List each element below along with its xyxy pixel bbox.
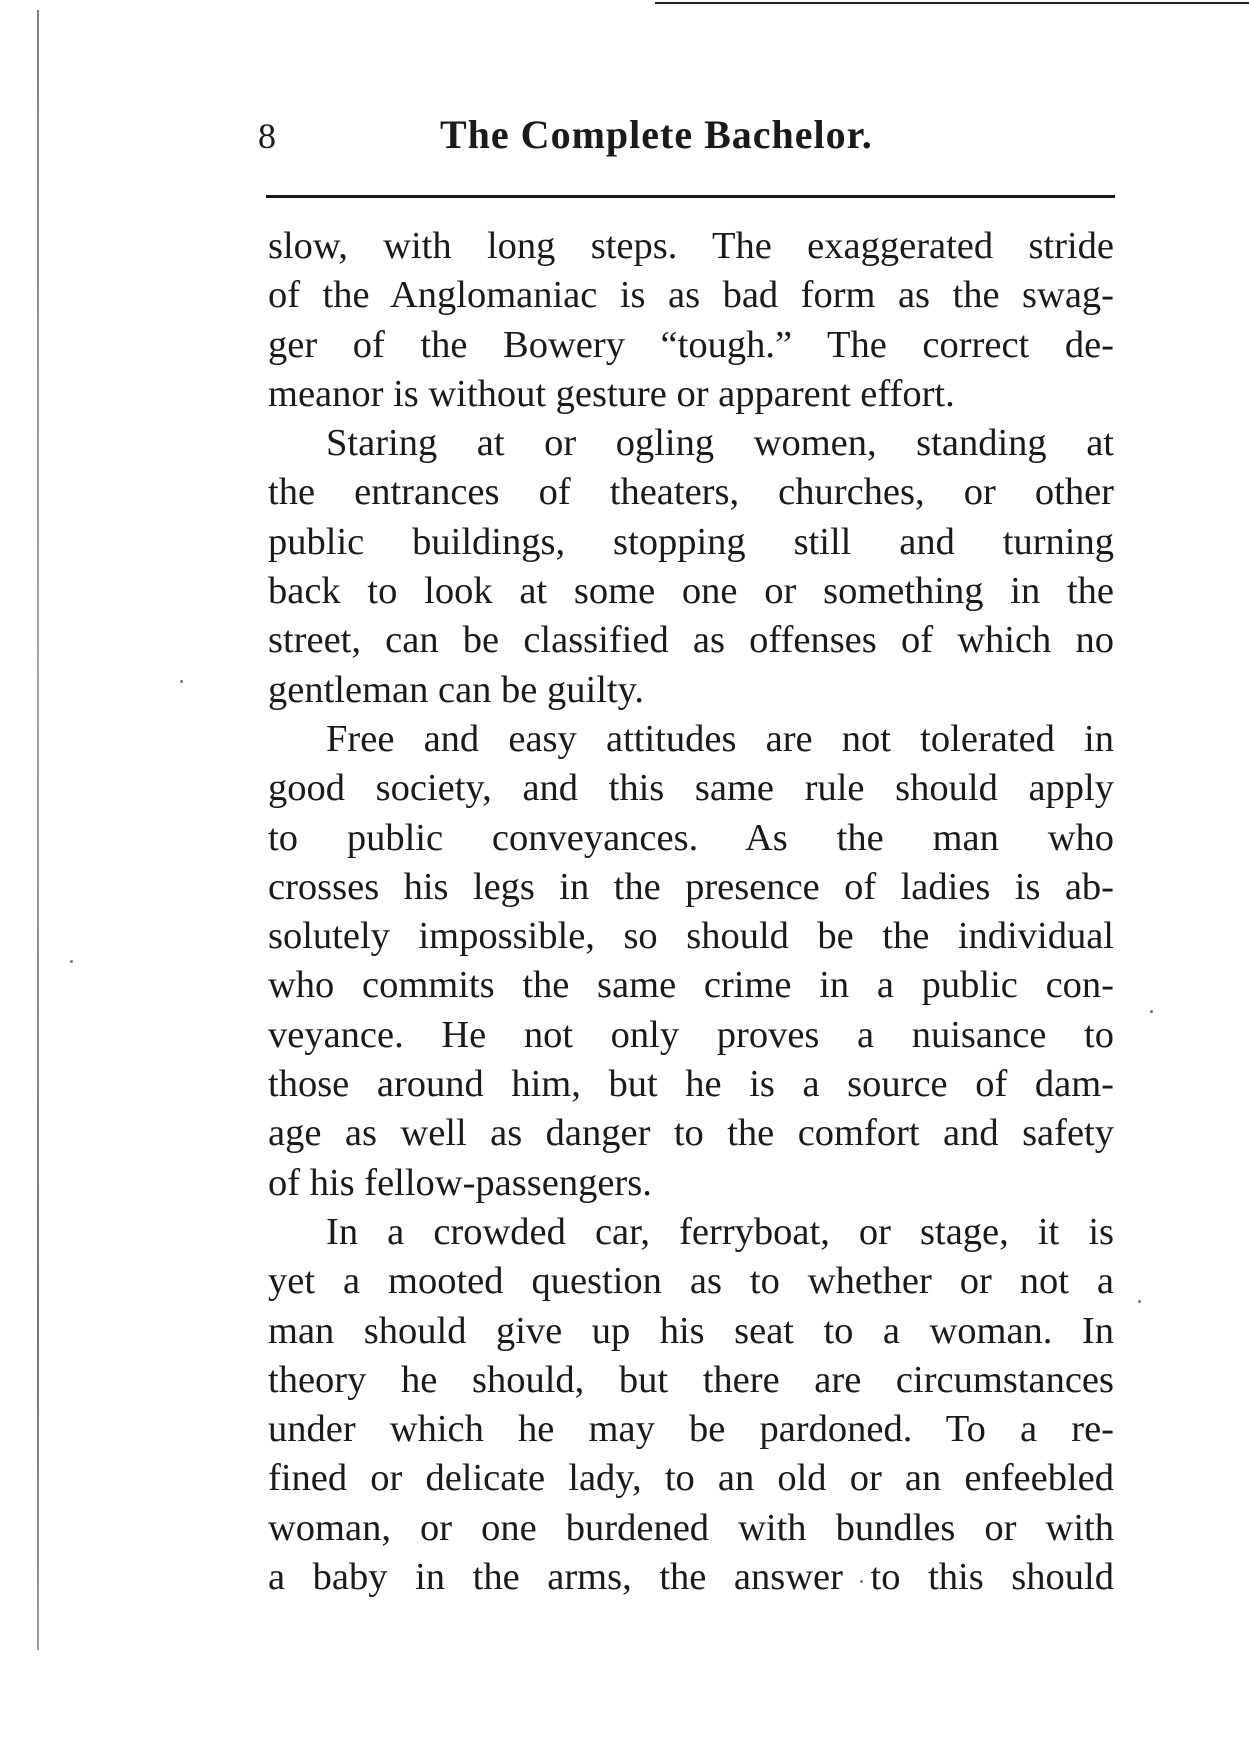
binding-edge-shadow bbox=[37, 10, 39, 1650]
text-line: yet a mooted question as to whether or not a bbox=[268, 1260, 1114, 1303]
text-line: veyance. He not only proves a nuisance to bbox=[268, 1013, 1114, 1056]
text-line: crosses his legs in the presence of ladies is ab- bbox=[268, 865, 1114, 908]
text-line: to public conveyances. As the man who bbox=[268, 816, 1114, 859]
text-line: meanor is without gesture or apparent effort. bbox=[268, 372, 955, 415]
paper-speck bbox=[180, 680, 183, 683]
top-edge-rule bbox=[655, 2, 1249, 4]
text-line: theory he should, but there are circumstances bbox=[268, 1358, 1114, 1401]
text-line: age as well as danger to the comfort and safety bbox=[268, 1112, 1114, 1155]
text-line: slow, with long steps. The exaggerated stride bbox=[268, 225, 1114, 267]
paragraph bbox=[268, 222, 1114, 419]
paper-speck bbox=[1138, 1300, 1141, 1303]
paragraph bbox=[268, 1208, 1114, 1602]
text-line: gentleman can be guilty. bbox=[268, 668, 644, 711]
text-line: man should give up his seat to a woman. In bbox=[268, 1309, 1114, 1352]
paragraph bbox=[268, 419, 1114, 715]
header-rule bbox=[266, 195, 1115, 198]
text-line: back to look at some one or something in the bbox=[268, 570, 1114, 613]
page-number: 8 bbox=[258, 116, 276, 156]
body-text bbox=[268, 222, 1114, 1602]
text-line: In a crowded car, ferryboat, or stage, it is bbox=[326, 1210, 1114, 1253]
text-line: ger of the Bowery “tough.” The correct de- bbox=[268, 323, 1114, 366]
text-line: Free and easy attitudes are not tolerated in bbox=[326, 717, 1114, 760]
running-title: The Complete Bachelor. bbox=[440, 112, 873, 157]
text-line: woman, or one burdened with bundles or with bbox=[268, 1506, 1114, 1549]
text-line: good society, and this same rule should apply bbox=[268, 767, 1114, 810]
text-line: under which he may be pardoned. To a re- bbox=[268, 1408, 1114, 1451]
text-line: a baby in the arms, the answer to this should bbox=[268, 1556, 1114, 1599]
text-line: street, can be classified as offenses of which no bbox=[268, 619, 1114, 662]
paper-speck bbox=[70, 960, 73, 963]
text-line: fined or delicate lady, to an old or an enfeebled bbox=[268, 1457, 1114, 1500]
paragraph bbox=[268, 715, 1114, 1208]
text-line: those around him, but he is a source of dam- bbox=[268, 1063, 1114, 1106]
paper-speck bbox=[1150, 1010, 1153, 1013]
text-line: who commits the same crime in a public con- bbox=[268, 964, 1114, 1007]
text-line: solutely impossible, so should be the individual bbox=[268, 915, 1114, 958]
text-line: Staring at or ogling women, standing at bbox=[326, 422, 1114, 465]
text-line: of the Anglomaniac is as bad form as the swag- bbox=[268, 274, 1114, 317]
text-line: public buildings, stopping still and turning bbox=[268, 520, 1114, 563]
text-line: of his fellow-passengers. bbox=[268, 1161, 652, 1204]
text-line: the entrances of theaters, churches, or other bbox=[268, 471, 1114, 514]
